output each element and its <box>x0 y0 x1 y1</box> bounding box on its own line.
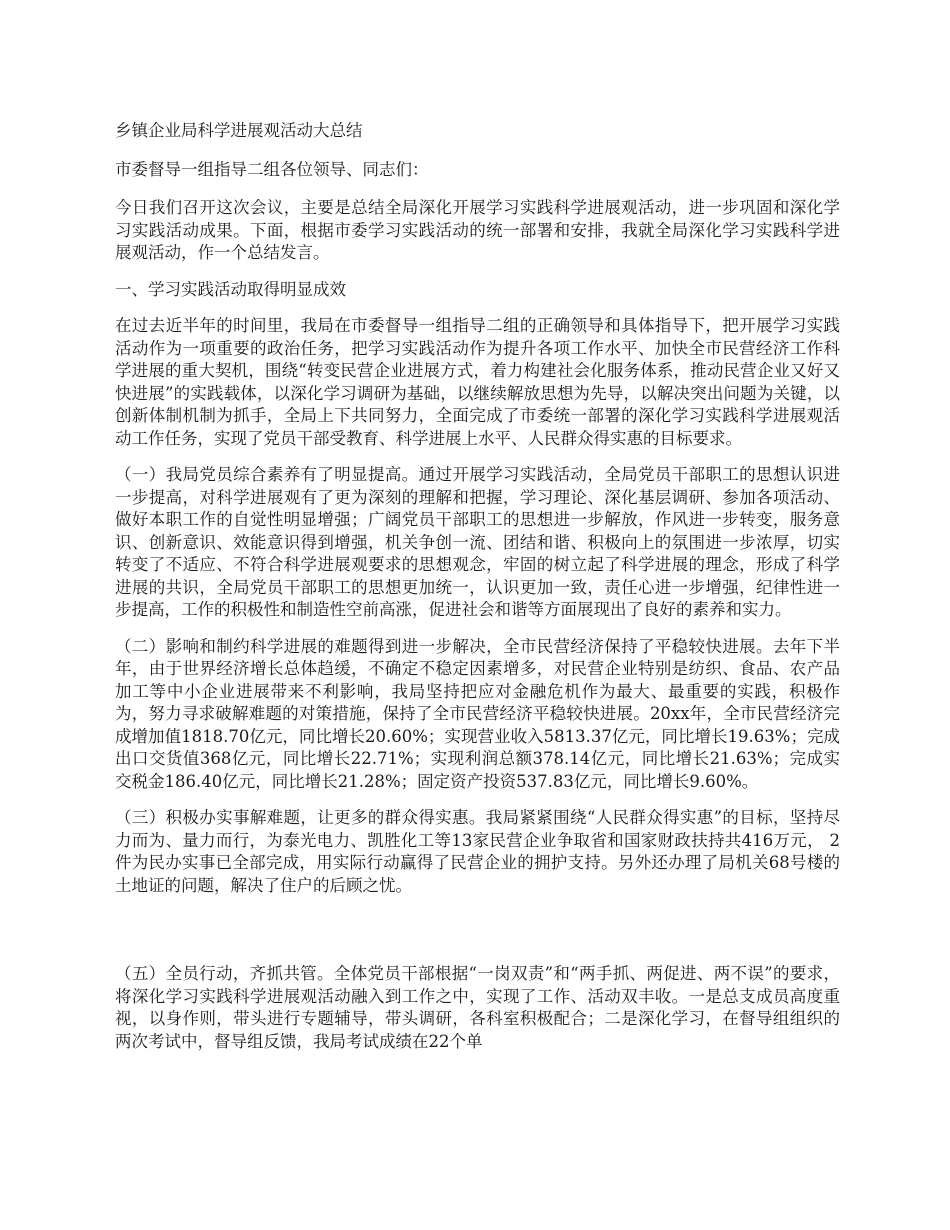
document-page <box>115 120 840 1053</box>
intro-paragraph: 今日我们召开这次会议，主要是总结全局深化开展学习实践科学进展观活动，进一步巩固和深化学习实践活动成果。下面，根据市委学习实践活动的统一部署和安排，我就全局深化学习实践科学进展观活动，作一个总结发言。 <box>115 198 840 262</box>
item-5-paragraph: （五）全员行动，齐抓共管。全体党员干部根据“一岗双责”和“两手抓、两促进、两不误”的要求，将深化学习实践科学进展观活动融入到工作之中，实现了工作、活动双丰收。一是总支成员高度重视，以身作则，带头进行专题辅导，带头调研，各科室积极配合；二是深化学习，在督导组组织的两次考试中，督导组反馈，我局考试成绩在22个单 <box>115 964 840 1051</box>
item-2-paragraph: （二）影响和制约科学进展的难题得到进一步解决，全市民营经济保持了平稳较快进展。去年下半年，由于世界经济增长总体趋缓，不确定不稳定因素增多，对民营企业特别是纺织、食品、农产品加工等中小企业进展带来不利影响，我局坚持把应对金融危机作为最大、最重要的实践，积极作为，努力寻求破解难题的对策措施，保持了全市民营经济平稳较快进展。20xx年，全市民营经济完成增加值1818.70亿元，同比增长20.60%；实现营业收入5813.37亿元，同比增长19.63%；完成出口交货值368亿元，同比增长22.71%；实现利润总额378.14亿元，同比增长21.63%；完成实交税金186.40亿元，同比增长21.28%；固定资产投资537.83亿元，同比增长9.60%。 <box>115 636 840 791</box>
greeting: 市委督导一组指导二组各位领导、同志们： <box>115 159 429 179</box>
item-3-paragraph: （三）积极办实事解难题，让更多的群众得实惠。我局紧紧围绕“人民群众得实惠”的目标，坚持尽力而为、量力而行，为泰光电力、凯胜化工等13家民营企业争取省和国家财政扶持共416万元， 2件为民办实事已全部完成，用实际行动赢得了民营企业的拥护支持。另外还办理了局机关68号楼的土地证的问题，解决了住户的后顾之忧。 <box>115 808 840 895</box>
section-heading-1: 一、学习实践活动取得明显成效 <box>115 279 346 299</box>
item-1-paragraph: （一）我局党员综合素养有了明显提高。通过开展学习实践活动，全局党员干部职工的思想认识进一步提高，对科学进展观有了更为深刻的理解和把握，学习理论、深化基层调研、参加各项活动、做好本职工作的自觉性明显增强；广阔党员干部职工的思想进一步解放，作风进一步转变，服务意识、创新意识、效能意识得到增强，机关争创一流、团结和谐、积极向上的氛围进一步浓厚，切实转变了不适应、不符合科学进展观要求的思想观念，牢固的树立起了科学进展的理念，形成了科学进展的共识，全局党员干部职工的思想更加统一，认识更加一致，责任心进一步增强，纪律性进一步提高，工作的积极性和制造性空前高涨，促进社会和谐等方面展现出了良好的素养和实力。 <box>115 465 840 619</box>
section-1-body: 在过去近半年的时间里，我局在市委督导一组指导二组的正确领导和具体指导下，把开展学习实践活动作为一项重要的政治任务，把学习实践活动作为提升各项工作水平、加快全市民营经济工作科学进展的重大契机，围绕“转变民营企业进展方式，着力构建社会化服务体系，推动民营企业又好又快进展”的实践载体，以深化学习调研为基础，以继续解放思想为先导，以解决突出问题为关键，以创新体制机制为抓手，全局上下共同努力，全面完成了市委统一部署的深化学习实践科学进展观活动工作任务，实现了党员干部受教育、科学进展上水平、人民群众得实惠的目标要求。 <box>115 316 840 448</box>
document-title: 乡镇企业局科学进展观活动大总结 <box>115 121 363 140</box>
